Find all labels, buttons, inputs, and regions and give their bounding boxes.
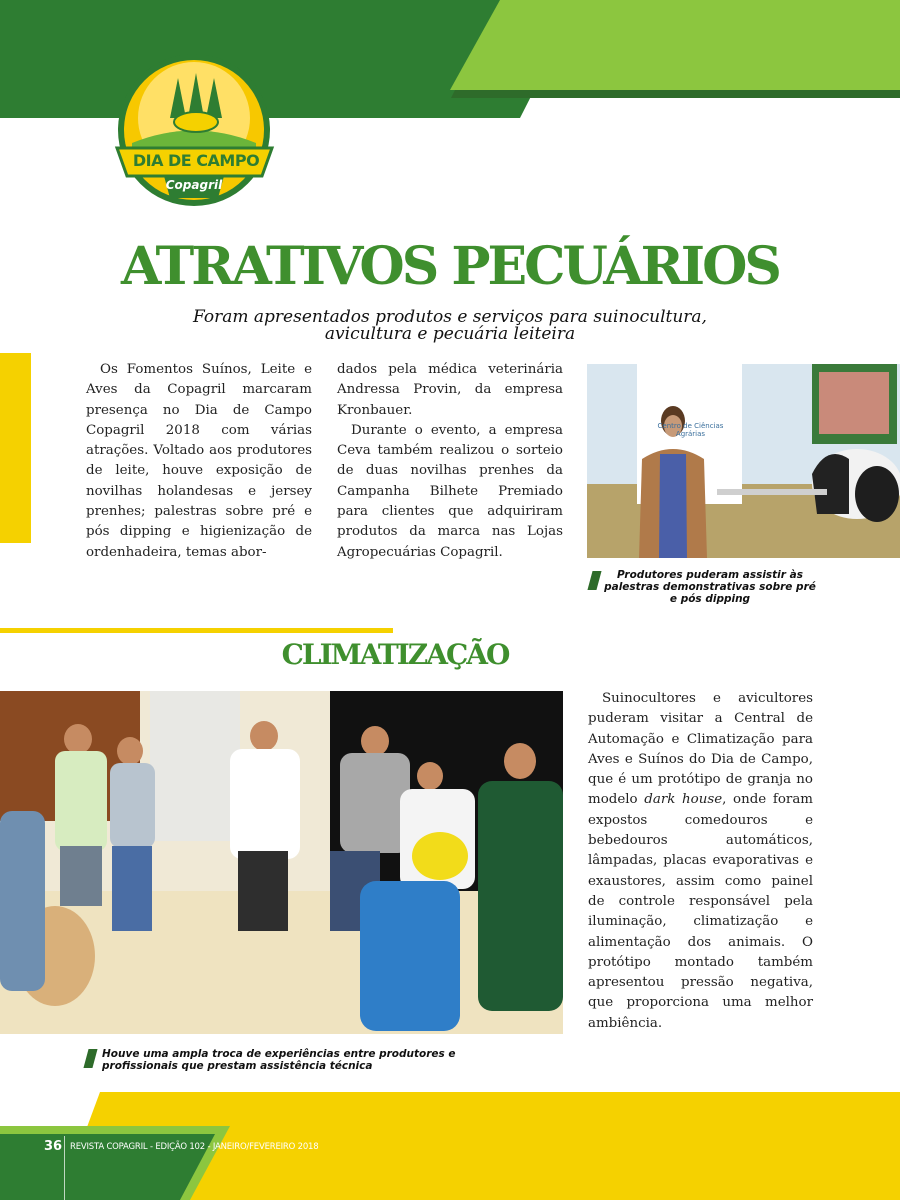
photo-caption bbox=[86, 1048, 486, 1072]
article-paragraph: dados pela médica veterinária Andressa Provin, da empresa Kronbauer. bbox=[337, 362, 563, 418]
caption-marker bbox=[587, 571, 601, 590]
article-column-2 bbox=[337, 360, 563, 563]
article-column-1 bbox=[86, 360, 312, 563]
emphasis-text: dark house bbox=[644, 792, 723, 808]
page-title: ATRATIVOS PECUÁRIOS bbox=[121, 236, 779, 297]
photo-caption bbox=[590, 569, 820, 605]
caption-marker bbox=[83, 1049, 97, 1068]
caption-text: Produtores puderam assistir às palestras demonstrativas sobre pré e pós dipping bbox=[604, 569, 816, 605]
article-paragraph: Durante o evento, a empresa Ceva também realizou o sorteio de duas novilhas prenhes da Campanha Bilhete Premiado para clientes que adquiriram produtos da marca nas Lojas Agropecuárias Copagril. bbox=[337, 422, 563, 560]
article-paragraph: Suinocultores e avicultores puderam visitar a Central de Automação e Climatização para Aves e Suínos do Dia de Campo, que é um protótipo de granja no modelo dark house, onde foram expostos comedouros e bebedouros automáticos, lâmpadas, placas evaporativas e exaustores, assim como painel de controle responsável pela iluminação, climatização e alimentação dos animais. O protótipo montado também apresentou pressão negativa, que proporciona uma melhor ambiência. bbox=[588, 691, 813, 1031]
footer-divider bbox=[64, 1136, 65, 1200]
article-column-3 bbox=[588, 689, 813, 1034]
photo-sign-text: Centro de Ciências Agrárias bbox=[657, 422, 724, 438]
dia-de-campo-logo bbox=[112, 48, 277, 208]
article-paragraph: Os Fomentos Suínos, Leite e Aves da Copagril marcaram presença no Dia de Campo Copagril 2018 com várias atrações. Voltado aos produtores de leite, houve exposição de novilhas holandesas e jersey prenhes; palestras sobre pré e pós dipping e higienização de ordenhadeira, temas abor- bbox=[86, 362, 312, 560]
footer-publication: REVISTA COPAGRIL - EDIÇÃO 102 - JANEIRO/FEVEREIRO 2018 bbox=[70, 1142, 319, 1152]
caption-text: Houve uma ampla troca de experiências entre produtores e profissionais que prestam assistência técnica bbox=[102, 1048, 456, 1072]
photo-group-visit bbox=[0, 691, 563, 1034]
page-subtitle: Foram apresentados produtos e serviços para suinocultura, avicultura e pecuária leiteira bbox=[193, 307, 707, 344]
photo-lecture bbox=[587, 364, 900, 558]
section-divider bbox=[0, 628, 393, 633]
side-accent-bar bbox=[0, 353, 31, 543]
page-number: 36 bbox=[44, 1139, 63, 1154]
logo-brand: Copagril bbox=[165, 178, 223, 192]
logo-title: DIA DE CAMPO bbox=[132, 151, 260, 170]
section-title: CLIMATIZAÇÃO bbox=[281, 638, 509, 671]
